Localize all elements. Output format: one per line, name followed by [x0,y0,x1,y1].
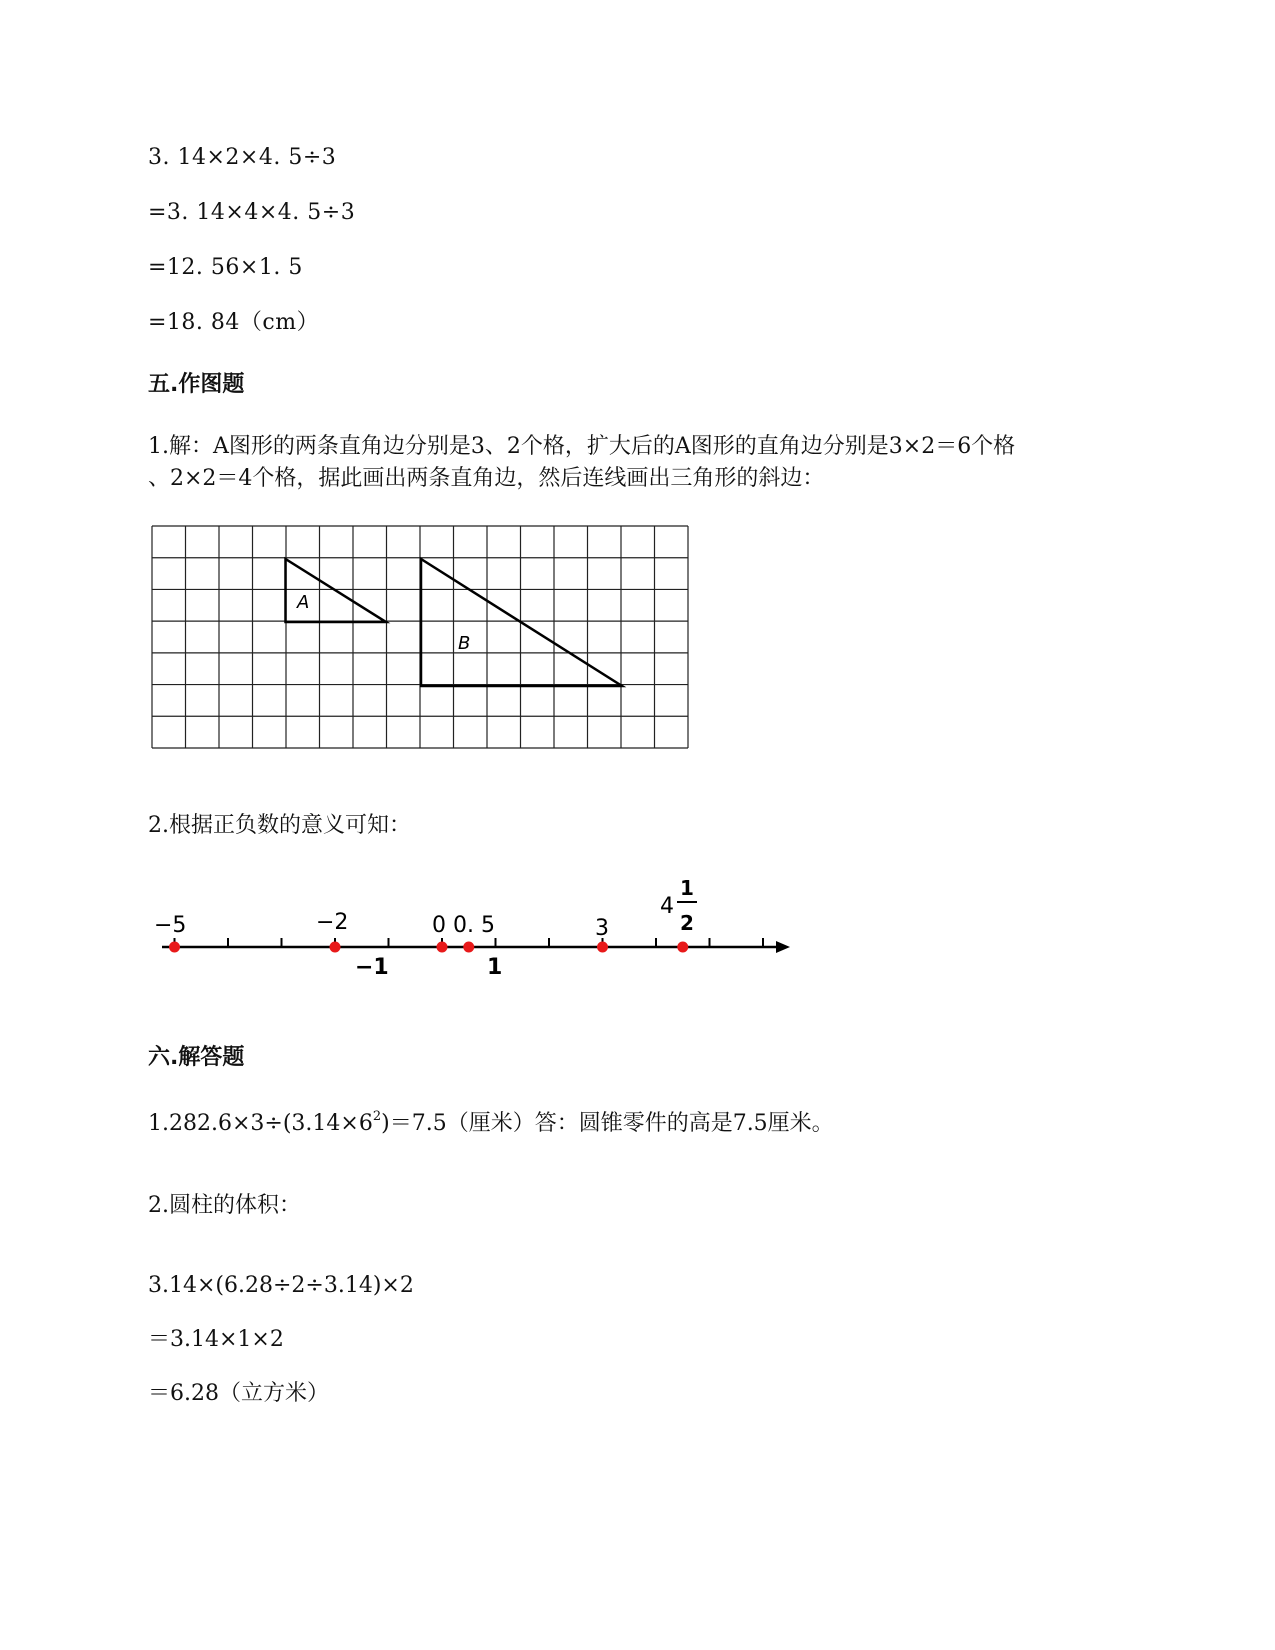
question-1-answer [148,1110,834,1138]
arrow-head [776,941,790,953]
label-three: 3 [595,916,609,941]
question-2-line-1: 3.14×(6.28÷2÷3.14)×2 [148,1273,414,1298]
section-5-paragraph-2: 2.根据正负数的意义可知： [148,813,411,838]
label-minus-5: −5 [154,913,187,938]
section-5-heading: 五.作图题 [148,372,245,397]
question-2-line-2: ＝3.14×1×2 [148,1327,284,1352]
number-line-point [597,942,608,953]
q1-exponent: 2 [372,1108,382,1124]
number-line-figure [150,870,800,985]
number-line-point [677,942,688,953]
calc-line-2: =3. 14×4×4. 5÷3 [148,200,356,225]
label-four-half-whole: 4 [660,894,674,919]
calc-line-4: =18. 84（cm） [148,310,320,335]
triangle-b [421,559,622,686]
number-line-point [437,942,448,953]
section-5-paragraph-1b: 、2×2＝4个格，据此画出两条直角边，然后连线画出三角形的斜边： [148,466,825,491]
q1-post: )＝7.5（厘米）答：圆锥零件的高是7.5厘米。 [381,1111,834,1136]
label-minus-1: −1 [355,955,389,980]
question-2-title: 2.圆柱的体积： [148,1193,301,1218]
section-5-paragraph-1a: 1.解：A图形的两条直角边分别是3、2个格，扩大后的A图形的直角边分别是3×2＝6个格 [148,434,1016,459]
label-one: 1 [487,955,503,980]
label-half: 0. 5 [453,913,495,938]
calc-line-3: =12. 56×1. 5 [148,255,303,280]
q1-pre: 1.282.6×3÷(3.14×6 [148,1111,373,1136]
calc-line-1: 3. 14×2×4. 5÷3 [148,145,337,170]
number-line-point [330,942,341,953]
triangle-a-label: A [297,592,310,613]
label-zero: 0 [432,913,446,938]
number-line-point [463,942,474,953]
label-four-half-numerator: 1 [680,876,694,900]
label-minus-2: −2 [316,910,349,935]
number-line-point [169,942,180,953]
question-2-line-3: ＝6.28（立方米） [148,1381,329,1406]
label-four-half-denominator: 2 [680,911,694,935]
section-6-heading: 六.解答题 [148,1045,245,1070]
triangle-b-label: B [458,633,471,654]
grid-figure [150,524,692,752]
